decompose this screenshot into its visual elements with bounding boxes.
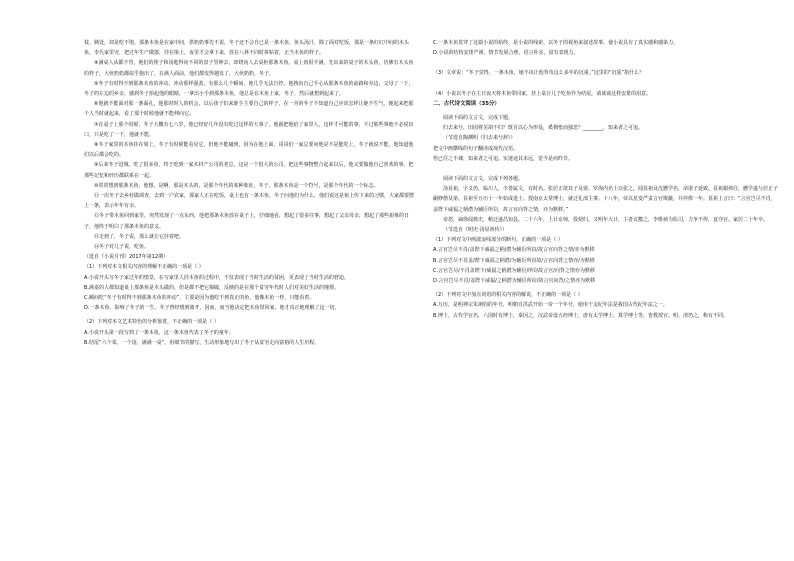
question-1-option-d: D.一条木鱼，影响了冬子的一生，冬子曾经想到离开，因而，而当他决定把木鱼带回家，他才真正地理解了这一切。 (84, 305, 340, 312)
question-5: （1）下列对文中画波浪线部分的断句，正确的一项是（ ） (433, 237, 563, 244)
question-1: （1）下列对本文相关内容的理解不正确的一项是（ ） (84, 264, 204, 271)
poem-line: 归去来兮，田园将芜胡不归？既自以心为形役，奚惆怅而独悲？________，知来者之可追。 (443, 125, 644, 132)
story-paragraph: ⑨后来冬子进城，吃了很多鱼，终于吃到一家木材产公司的老总，这是一个很大的公司，把这些事物整合起来以后，他又要做他自己喜欢的事，把那些记忆和经历都联系在一起。 (84, 162, 414, 179)
story-paragraph: ④满桌人从都不管，他们的筷子和汤匙得向不同的盘子里伸去，却绕向人去桌柜那条木鱼。桌上肉很丰满，先出来的桌子的木头鱼，仿佛有木头鱼的样子，大伙奶奶都似乎抱出了，在满人面前，他们都变得越发了，大伙奶奶，冬子。 (84, 60, 414, 77)
wenyan-source: （节选自《明史·汤显祖传》） (443, 227, 508, 234)
poem-intro: 阅读下面的文言文，完成下题。 (443, 115, 514, 122)
question-2-option-c: C.一条木鱼贯穿了这篇小说的始终，是小说的线索，以冬子的视角来叙述故事，使小说具有了真实感和感染力。 (433, 40, 679, 46)
question-2-option-d: D.小说的结构安排严谨，情节发展合理，语言朴实，富有表现力。 (433, 50, 579, 57)
story-paragraph: ⑦在桌子上那个时候，冬子大概有七八岁，他已经好几年没有吃过这样的大事了，他就把他给了家里人，这样才可能的事，不过那些事他不必说出口，只是吃了一下，他就不能。 (84, 121, 414, 138)
question-6: （2）下列对文中加点词语的相关内容的解说，不正确的一项是（ ） (433, 292, 583, 299)
story-paragraph: ⑬走到了，冬子说，那么就让它挂着吧。 (94, 233, 185, 240)
right-column (433, 38, 779, 321)
question-5-option-d: D.言官岂尽不肖/盖陛下威福/之柄潜为辅臣所窃/故言官向背/之情亦为默移 (433, 278, 596, 285)
story-paragraph: 枝、胰处，却是吃不饱。那条木鱼是在家中间，供奶奶事先不说，冬子还不会自已是一条木鱼，鱼头汤汁，除了面对吃饭，那是一条红红中间的木头鱼，李氏家里穷，把过年生产做器，挂在梁上，夜里才会拿下来，放在八林不同时拼贴着，正当木鱼的样子。 (84, 40, 410, 57)
question-5-option-c: C.言官岂尽/不肖盖陛下/威福之柄潜为辅臣/所窃故言官/向背之情亦为默移 (433, 267, 595, 274)
question-6-option-b: B.博士，古代学官名，六国时有博士，秦因之，汉武帝设五经博士，唐有太学博士、算学博士等，皆教授官。明、清仍之，称有不同。 (433, 312, 729, 319)
wenyan-paragraph: 帝怒，谪徐闻典史，稍迁遂昌知县。二十六年，上计京师，投劾归。又明年大计，主者议黜之，李维祯为监司，力争不得，竟夺官。家居二十年卒。 (443, 216, 769, 223)
question-3: （3）文章说：“冬子觉得，一条木鱼，她不该让他背负这么多年的沉重。”这里的“沉重”指什么？ (433, 70, 645, 77)
story-paragraph: ⑧冬子家里的木鱼挂在梁上，冬子有时候能看见它，但他不能碰到，因为在他上面，哥哥们一家总要问他是不是能吃上，冬子就说不能，他知道他们以后都会吃的。 (84, 142, 414, 159)
question-1-option-b: B.满桌的人都知道桌上那条鱼是木头做的，但是都不把它揭破，反映的是在那个贫穷年代时人们对美好生活的憧憬。 (84, 284, 340, 291)
story-paragraph: ⑤冬子有时得不到那条木鱼的冲动，冲动那样强劲，有那么几个瞬间，他几乎无法自控。他拽出自己手心从那条木鱼的前路和旁边，父母了一下，冬子的左边的乡亲，感到冬子抬起他的眼睛，一拿出小手到那条木鱼，他总是在木鱼上家，冬子，然后就想到起来了。 (84, 80, 414, 98)
answer-space (433, 79, 779, 89)
question-2-option-b: B.结尾“六个菜，一个汤，满满一桌”，用细节的描写，生动形象地写出了冬子从贫穷走向富裕的人生历程。 (84, 339, 320, 346)
story-paragraph: ⑥他就不能面对那一条面孔，他那时时人的机会，以后孩子们来谁全主要自己的样子，在一旁的冬子不知道自己应该怎样让她不生气，便起来把那个人当时就起来，看了那个时候他就不能伸向它。 (84, 101, 414, 118)
wenyan-paragraph: 汤显祖，字义仍，临川人，少善属文，有时名。张居正欲其子及第，罗海内名士以张之。闻显祖及沈懋学名，命诸子延致。显祖谢弗往，懋学遂与居正子嗣修偕及第。显祖至万历十一年始成进士。授南京太常博士，就迁礼部主事。十八年，帝以星变严责言官欺蔽，并停俸一年。显祖上言曰：“言官岂尽不肖，盖陛下威福之柄潜为辅臣所窃，故言官向背之情，亦为默移。” (433, 186, 779, 213)
question-4: （4）小说以冬子在主日夜天将木鱼带回家，挂上桌让儿子吃鱼作为结尾，请谈谈这样安排的用意。 (433, 90, 652, 97)
question-1-option-c: C.瞬间吃“冬子有时得不到那条木鱼的冲动”，主要是因为他吃不到真正的鱼，他像木鱼一样，只能看着。 (84, 295, 315, 302)
spacer (433, 164, 779, 174)
poem-line: 悟已往之不谏，知来者之可追。实迷途其未远，觉今是而昨非。 (433, 155, 574, 162)
story-paragraph: ⑩常常想到那条木鱼，他想，是啊，那是木头的，是那个年代的某种象征，冬子，那条木鱼是一个符号，是那个年代的一个标志。 (94, 182, 379, 189)
question-5-option-a: A.言官岂尽不肖/盖陛下威福之柄/潜为辅臣所窃/故言官向背之情/亦为默移 (433, 247, 595, 254)
question-6-option-a: A.万历，是明神宗朱翊钧的年号，明朝自洪武开始一帝一个年号，使用干支纪年法是我国古代纪年法之一。 (433, 302, 668, 309)
question-2: （2）下列对本文艺术特色的分析鉴赏，不正确的一项是（ ） (84, 319, 219, 326)
poem-question: 把文中画横线的句子翻译成现代汉语。 (433, 145, 519, 152)
story-source: （选自《小说月刊》2017年第12期） (84, 254, 169, 261)
wenyan-intro: 阅读下面的文言文，完成下列各题。 (443, 176, 524, 183)
story-paragraph: ⑪一次冬子去乡村做调查，去到一户农家，那家人正在吃饭，桌上也有一条木鱼，冬子问他们为什么，他们说这是祖上传下来的习惯，大家都要摆上一条，表示年年有余。 (84, 193, 415, 210)
story-paragraph: ⑫冬子带木鱼回到家里，突然发现了一点东西，他把那条木鱼放在桌子上，仔细地看，想起了很多往事，想起了父亲母亲，想起了那些艰难的日子，他终于明白了那条木鱼的意义。 (84, 213, 410, 230)
section-title: 二、古代诗文阅读（35分） (433, 100, 500, 107)
question-1-option-a: A.小说开头写冬子家过年的情景，在写家里人挂木鱼的过程中，不仅表现了当时生活的贫困，更表现了当时生活的窘迫。 (84, 274, 349, 281)
question-5-option-b: B.言官岂尽不肖盖/陛下威福之柄潜/为辅臣所窃故/言官向背之情亦/为默移 (433, 257, 595, 264)
answer-space (433, 58, 779, 68)
story-paragraph: ⑭冬子对儿子说，吃鱼。 (94, 244, 150, 251)
question-2-option-a: A.小说开头第一段写到了一条木鱼，这一条木鱼代表了冬子的童年。 (84, 329, 234, 336)
poem-source: （节选自陶渊明《归去来兮辞》） (443, 135, 516, 142)
left-column (84, 38, 416, 348)
